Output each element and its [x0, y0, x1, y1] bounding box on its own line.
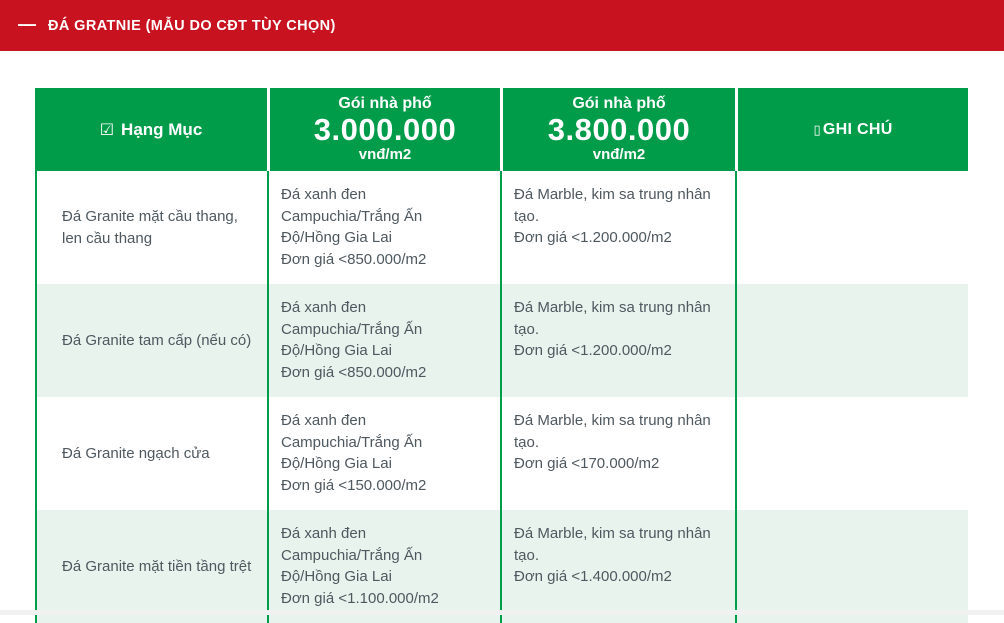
package-3000-cell: Đá xanh đen Campuchia/Trắng Ấn Độ/Hồng Gia Lai Đơn giá <850.000/m2 — [267, 284, 500, 397]
note-cell — [735, 284, 968, 397]
table-row — [35, 510, 968, 623]
table-body — [35, 171, 968, 623]
header-note-column — [735, 88, 968, 171]
package-price: 3.800.000 — [547, 112, 691, 147]
note-cell — [735, 510, 968, 623]
note-cell — [735, 397, 968, 510]
table-row — [35, 397, 968, 510]
table-header-row — [35, 88, 968, 171]
package-unit: vnđ/m2 — [592, 146, 646, 163]
item-cell: Đá Granite mặt tiền tầng trệt — [35, 510, 267, 623]
checkbox-icon: ☑ — [99, 121, 115, 139]
item-cell: Đá Granite tam cấp (nếu có) — [35, 284, 267, 397]
package-3000-cell: Đá xanh đen Campuchia/Trắng Ấn Độ/Hồng Gia Lai Đơn giá <1.100.000/m2 — [267, 510, 500, 623]
package-3800-cell: Đá Marble, kim sa trung nhân tạo. Đơn giá <170.000/m2 — [500, 397, 735, 510]
note-cell — [735, 171, 968, 284]
header-note-label: GHI CHÚ — [822, 120, 893, 138]
package-3800-cell: Đá Marble, kim sa trung nhân tạo. Đơn giá <1.200.000/m2 — [500, 171, 735, 284]
header-package-3800-column — [500, 88, 735, 171]
item-cell: Đá Granite ngạch cửa — [35, 397, 267, 510]
package-3800-cell: Đá Marble, kim sa trung nhân tạo. Đơn giá <1.200.000/m2 — [500, 284, 735, 397]
package-label: Gói nhà phố — [572, 95, 666, 112]
package-3000-cell: Đá xanh đen Campuchia/Trắng Ấn Độ/Hồng Gia Lai Đơn giá <850.000/m2 — [267, 171, 500, 284]
missing-glyph-icon: ▯ — [813, 121, 821, 137]
section-title: ĐÁ GRATNIE (MẪU DO CĐT TÙY CHỌN) — [48, 17, 336, 34]
package-price: 3.000.000 — [313, 112, 457, 147]
header-package-3000-column — [267, 88, 500, 171]
table-row — [35, 171, 968, 284]
table-row — [35, 284, 968, 397]
header-item-column — [35, 88, 267, 171]
section-banner[interactable] — [0, 0, 1004, 51]
package-label: Gói nhà phố — [338, 95, 432, 112]
package-3800-cell: Đá Marble, kim sa trung nhân tạo. Đơn giá <1.400.000/m2 — [500, 510, 735, 623]
next-section-divider — [0, 610, 1004, 615]
granite-price-table — [35, 88, 968, 623]
collapse-icon[interactable]: — — [18, 13, 36, 34]
package-3000-cell: Đá xanh đen Campuchia/Trắng Ấn Độ/Hồng Gia Lai Đơn giá <150.000/m2 — [267, 397, 500, 510]
header-item-label: Hạng Mục — [121, 119, 203, 139]
item-cell: Đá Granite mặt cầu thang, len cầu thang — [35, 171, 267, 284]
package-unit: vnđ/m2 — [358, 146, 412, 163]
